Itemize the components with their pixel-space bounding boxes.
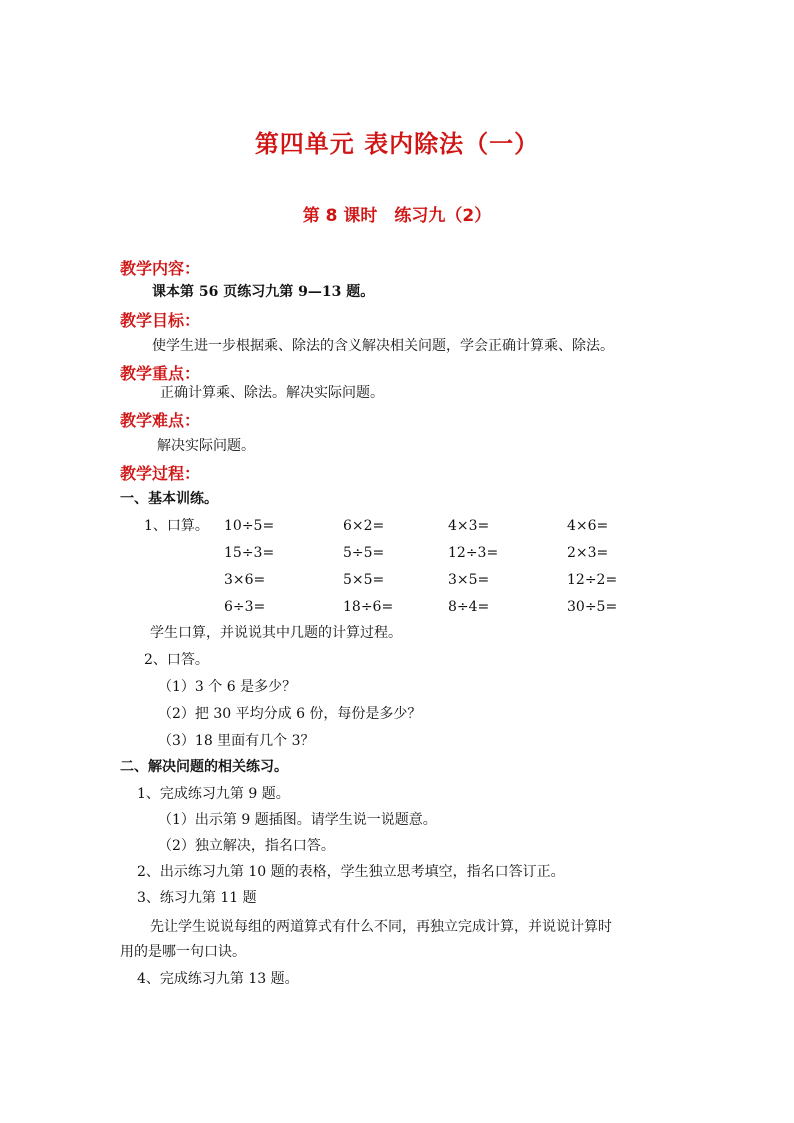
process-heading: 教学过程： — [120, 464, 201, 483]
part2-item-3: 3、练习九第 11 题 — [137, 890, 257, 906]
part2-item-1-sub: （2）独立解决，指名口答。 — [158, 838, 335, 854]
part2-item-1: 1、完成练习九第 9 题。 — [137, 786, 290, 802]
calc-item: 4×6= — [567, 518, 609, 534]
oral-question: （3）18 里面有几个 3？ — [158, 733, 315, 749]
oral-question: （1）3 个 6 是多少？ — [158, 679, 297, 695]
calc-item: 10÷5= — [224, 518, 275, 534]
part2-item-4: 4、完成练习九第 13 题。 — [137, 971, 299, 987]
calc-item: 12÷2= — [567, 572, 618, 588]
calc-row — [0, 544, 794, 562]
key-point-text: 正确计算乘、除法。解决实际问题。 — [160, 385, 384, 401]
difficulty-heading: 教学难点： — [120, 411, 201, 430]
part2-item-3-text: 用的是哪一句口诀。 — [120, 944, 246, 960]
key-point-heading: 教学重点： — [120, 364, 201, 383]
mental-math-label: 1、口算。 — [144, 518, 209, 534]
part1-heading: 一、基本训练。 — [120, 491, 218, 507]
calc-item: 3×6= — [224, 572, 266, 588]
content-text: 课本第 56 页练习九第 9—13 题。 — [152, 284, 375, 300]
calc-item: 30÷5= — [567, 599, 618, 615]
calc-item: 5÷5= — [343, 545, 385, 561]
difficulty-text: 解决实际问题。 — [157, 438, 255, 454]
calc-item: 12÷3= — [448, 545, 499, 561]
calc-item: 18÷6= — [343, 599, 394, 615]
calc-item: 5×5= — [343, 572, 385, 588]
calc-item: 2×3= — [567, 545, 609, 561]
part2-item-1-sub: （1）出示第 9 题插图。请学生说一说题意。 — [158, 812, 437, 828]
part2-heading: 二、解决问题的相关练习。 — [120, 759, 288, 775]
part2-item-2: 2、出示练习九第 10 题的表格，学生独立思考填空，指名口答订正。 — [137, 864, 565, 880]
calc-item: 3×5= — [448, 572, 490, 588]
mental-math-note: 学生口算，并说说其中几题的计算过程。 — [150, 625, 402, 641]
oral-answer-label: 2、口答。 — [144, 652, 209, 668]
page-title: 第四单元 表内除法（一） — [254, 130, 540, 158]
calc-item: 8÷4= — [448, 599, 490, 615]
calc-row — [0, 571, 794, 589]
calc-row — [0, 598, 794, 616]
part2-item-3-text: 先让学生说说每组的两道算式有什么不同，再独立完成计算，并说说计算时 — [150, 919, 612, 935]
calc-item: 15÷3= — [224, 545, 275, 561]
oral-question: （2）把 30 平均分成 6 份，每份是多少？ — [158, 706, 422, 722]
calc-row — [0, 517, 794, 535]
goal-heading: 教学目标： — [120, 311, 201, 330]
lesson-subtitle: 第 8 课时 练习九（2） — [302, 206, 492, 226]
calc-item: 6÷3= — [224, 599, 266, 615]
calc-item: 4×3= — [448, 518, 490, 534]
goal-text: 使学生进一步根据乘、除法的含义解决相关问题，学会正确计算乘、除法。 — [152, 338, 614, 354]
calc-item: 6×2= — [343, 518, 385, 534]
content-heading: 教学内容： — [120, 259, 201, 278]
